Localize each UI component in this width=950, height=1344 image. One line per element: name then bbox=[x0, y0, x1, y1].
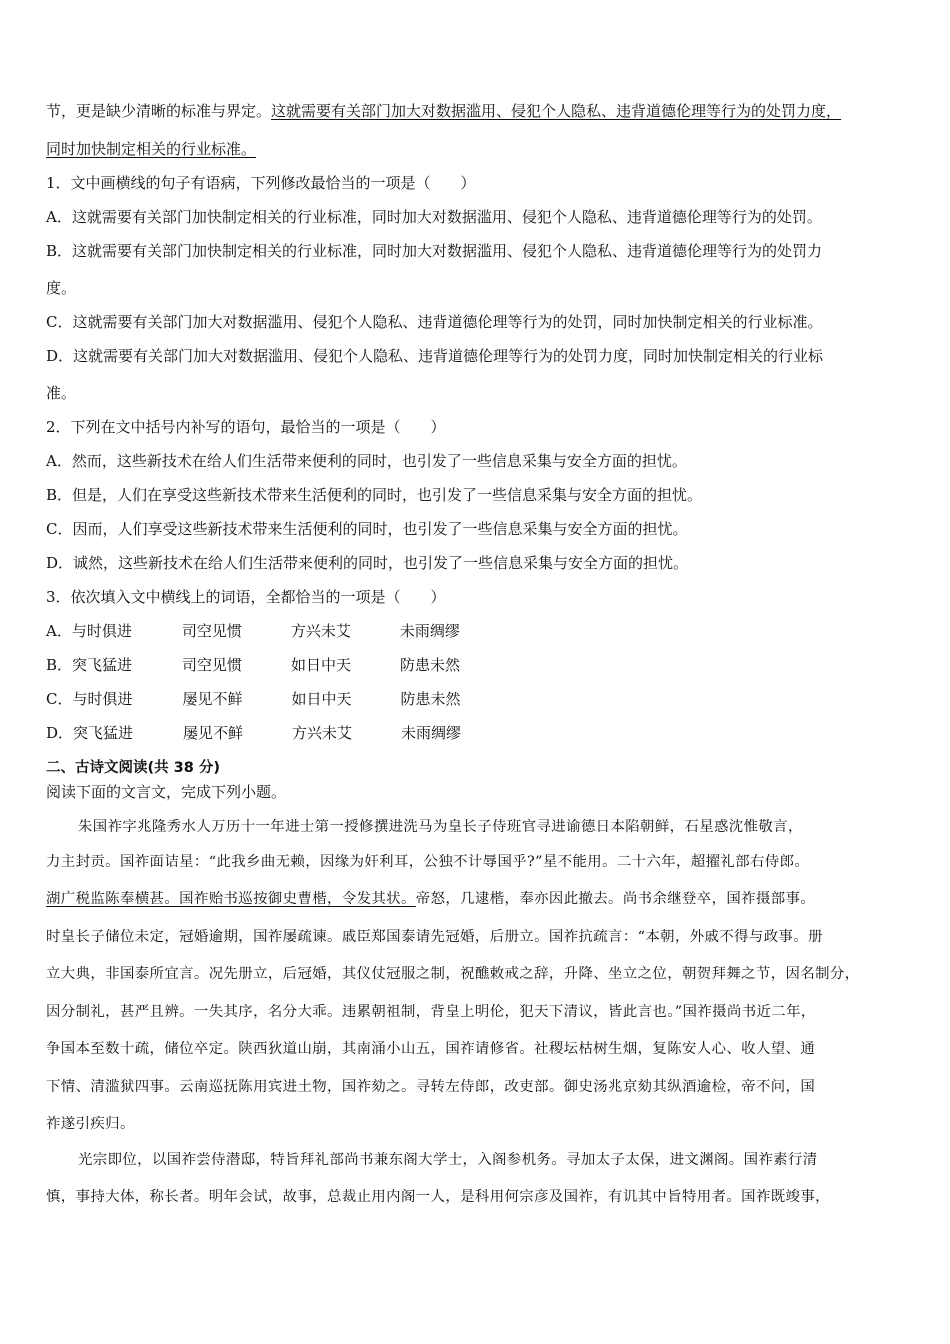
q1-option-a: A．这就需要有关部门加快制定相关的行业标准，同时加大对数据滥用、侵犯个人隐私、违背道德伦理等行为的处罚。 bbox=[46, 208, 822, 226]
option-word: 突飞猛进 bbox=[73, 724, 134, 742]
classical-line-5: 立大典，非国泰所宜言。况先册立，后冠婚，其仪仗冠服之制，祝醮敕戒之辞，升降、坐立之位，朝贺拜舞之节，因名制分， bbox=[46, 966, 860, 982]
q1-option-c: C．这就需要有关部门加大对数据滥用、侵犯个人隐私、违背道德伦理等行为的处罚，同时加快制定相关的行业标准。 bbox=[46, 313, 823, 331]
option-label: B． bbox=[46, 656, 73, 674]
passage-text: 节，更是缺少清晰的标准与界定。 bbox=[46, 102, 272, 120]
option-word: 与时俱进 bbox=[71, 622, 132, 640]
q1-option-b: B．这就需要有关部门加快制定相关的行业标准，同时加大对数据滥用、侵犯个人隐私、违背道德伦理等行为的处罚力 bbox=[46, 242, 823, 260]
section-instruction: 阅读下面的文言文，完成下列小题。 bbox=[46, 783, 287, 801]
classical-line-6: 因分制礼，甚严且辨。一失其序，名分大乖。违累朝祖制，背皇上明伦，犯天下清议，皆此言也。”国祚摄尚书近二年， bbox=[46, 1004, 816, 1020]
q3-option-c bbox=[46, 689, 461, 709]
q3-option-b bbox=[46, 655, 460, 675]
passage-line-1 bbox=[46, 101, 841, 121]
section-heading: 二、古诗文阅读(共 38 分) bbox=[46, 760, 221, 776]
option-word: 未雨绸缪 bbox=[399, 622, 460, 640]
option-word: 如日中天 bbox=[291, 656, 352, 674]
passage-line-2 bbox=[46, 139, 256, 159]
classical-line-8: 下情、清滥狱四事。云南巡抚陈用宾进土物，国祚劾之。寻转左侍郎，改吏部。御史汤兆京劾其纵酒逾检，帝不问，国 bbox=[46, 1079, 816, 1095]
option-word: 防患未然 bbox=[400, 656, 461, 674]
option-label: C． bbox=[46, 690, 73, 708]
q2-option-a: A．然而，这些新技术在给人们生活带来便利的同时，也引发了一些信息采集与安全方面的担忧。 bbox=[46, 452, 687, 470]
q3-option-d bbox=[46, 723, 461, 743]
option-word: 未雨绸缪 bbox=[401, 724, 462, 742]
option-word: 突飞猛进 bbox=[72, 656, 133, 674]
classical-line-1: 朱国祚字兆隆秀水人万历十一年进士第一授修撰进洗马为皇长子侍班官寻进谕德日本陷朝鲜，石星惑沈惟敬言， bbox=[78, 819, 803, 835]
option-label: D． bbox=[46, 724, 74, 742]
option-word: 防患未然 bbox=[400, 690, 461, 708]
option-word: 方兴未艾 bbox=[292, 724, 353, 742]
q1-stem: 1．文中画横线的句子有语病，下列修改最恰当的一项是（ ） bbox=[46, 174, 476, 192]
q3-option-a bbox=[46, 621, 460, 641]
option-word: 司空见惯 bbox=[181, 622, 242, 640]
q1-option-d-cont: 准。 bbox=[46, 384, 77, 402]
classical-line-2: 力主封贡。国祚面诘星：“此我乡曲无赖，因缘为奸利耳，公独不计辱国乎?”星不能用。二十六年，超擢礼部右侍郎。 bbox=[46, 854, 810, 870]
classical-line-7: 争国本至数十疏，储位卒定。陕西狄道山崩，其南涌小山五，国祚请修省。社稷坛枯树生烟，复陈安人心、收人望、通 bbox=[46, 1041, 816, 1057]
q1-option-d: D．这就需要有关部门加大对数据滥用、侵犯个人隐私、违背道德伦理等行为的处罚力度，同时加快制定相关的行业标 bbox=[46, 347, 824, 365]
option-word: 屡见不鲜 bbox=[182, 690, 243, 708]
option-word: 屡见不鲜 bbox=[183, 724, 244, 742]
classical-line-4: 时皇长子储位未定，冠婚逾期，国祚屡疏谏。戚臣郑国泰请先冠婚，后册立。国祚抗疏言：“本朝，外戚不得与政事。册 bbox=[46, 929, 823, 945]
option-label: A． bbox=[46, 622, 72, 640]
underlined-sentence: 同时加快制定相关的行业标准。 bbox=[46, 140, 257, 158]
classical-line-10: 光宗即位，以国祚尝侍潜邸，特旨拜礼部尚书兼东阁大学士，入阁参机务。寻加太子太保，进文渊阁。国祚素行清 bbox=[78, 1152, 818, 1168]
option-word: 司空见惯 bbox=[182, 656, 243, 674]
q2-option-d: D．诚然，这些新技术在给人们生活带来便利的同时，也引发了一些信息采集与安全方面的担忧。 bbox=[46, 554, 689, 572]
q2-stem: 2．下列在文中括号内补写的语句，最恰当的一项是（ ） bbox=[46, 418, 446, 436]
underlined-sentence: 这就需要有关部门加大对数据滥用、侵犯个人隐私、违背道德伦理等行为的处罚力度， bbox=[271, 102, 842, 120]
q2-option-b: B．但是，人们在享受这些新技术带来生活便利的同时，也引发了一些信息采集与安全方面的担忧。 bbox=[46, 486, 703, 504]
classical-line-9: 祚遂引疾归。 bbox=[46, 1116, 135, 1132]
option-word: 与时俱进 bbox=[72, 690, 133, 708]
classical-line-11: 慎，事持大体，称长者。明年会试，故事，总裁止用内阁一人，是科用何宗彦及国祚，有讥其中旨特用者。国祚既竣事， bbox=[46, 1189, 830, 1205]
classical-text: 帝怒，几逮楷，奉亦因此撤去。尚书余继登卒，国祚摄部事。 bbox=[415, 891, 816, 907]
q2-option-c: C．因而，人们享受这些新技术带来生活便利的同时，也引发了一些信息采集与安全方面的担忧。 bbox=[46, 520, 688, 538]
option-word: 如日中天 bbox=[291, 690, 352, 708]
option-word: 方兴未艾 bbox=[290, 622, 351, 640]
classical-line-3 bbox=[46, 889, 815, 909]
underlined-sentence: 湖广税监陈奉横甚。国祚贻书巡按御史曹楷，令发其状。 bbox=[46, 891, 416, 907]
q1-option-b-cont: 度。 bbox=[46, 279, 77, 297]
q3-stem: 3．依次填入文中横线上的词语，全都恰当的一项是（ ） bbox=[46, 588, 446, 606]
